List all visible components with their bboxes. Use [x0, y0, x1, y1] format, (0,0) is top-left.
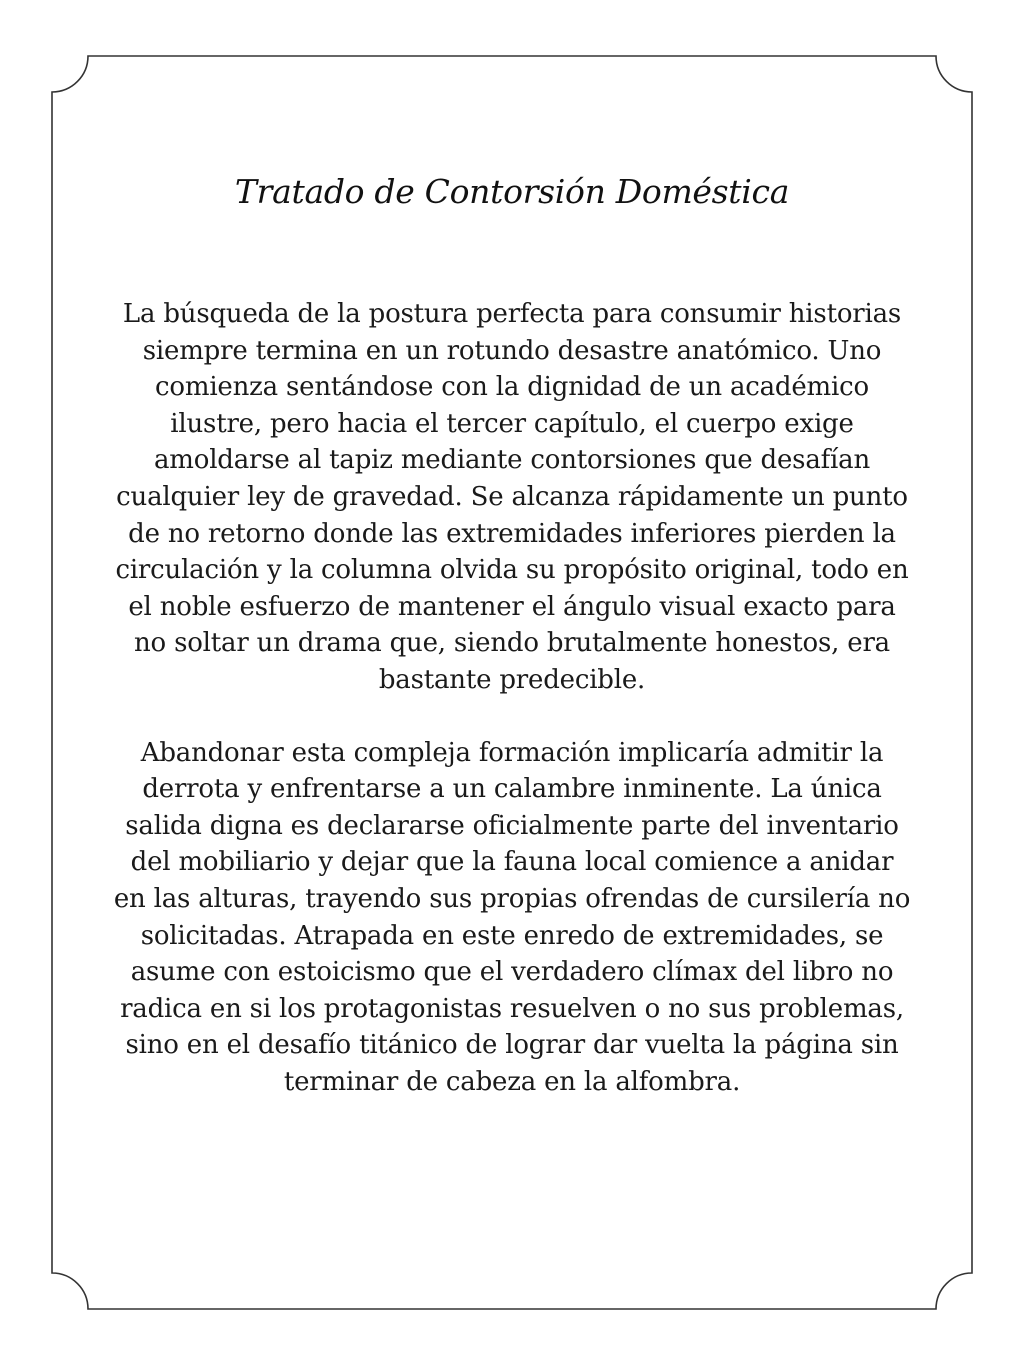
document-body [112, 150, 912, 1100]
paragraph-1: La búsqueda de la postura perfecta para consumir historias siempre termina en un rotundo desastre anatómico. Uno comienza sentándose con la dignidad de un académico ilustre, pero hacia el tercer capítulo, el cuerpo exige amoldarse al tapiz mediante contorsiones que desafían cualquier ley de gravedad. Se alcanza rápidamente un punto de no retorno donde las extremidades inferiores pierden la circulación y la columna olvida su propósito original, todo en el noble esfuerzo de mantener el ángulo visual exacto para no soltar un drama que, siendo brutalmente honestos, era bastante predecible. [115, 299, 909, 695]
paragraph-2: Abandonar esta compleja formación implicaría admitir la derrota y enfrentarse a un calambre inminente. La única salida digna es declararse oficialmente parte del inventario del mobiliario y dejar que la fauna local comience a anidar en las alturas, trayendo sus propias ofrendas de cursilería no solicitadas. Atrapada en este enredo de extremidades, se asume con estoicismo que el verdadero clímax del libro no radica en si los protagonistas resuelven o no sus problemas, sino en el desafío titánico de lograr dar vuelta la página sin terminar de cabeza en la alfombra. [113, 737, 911, 1097]
document-title: Tratado de Contorsión Doméstica [234, 172, 790, 211]
